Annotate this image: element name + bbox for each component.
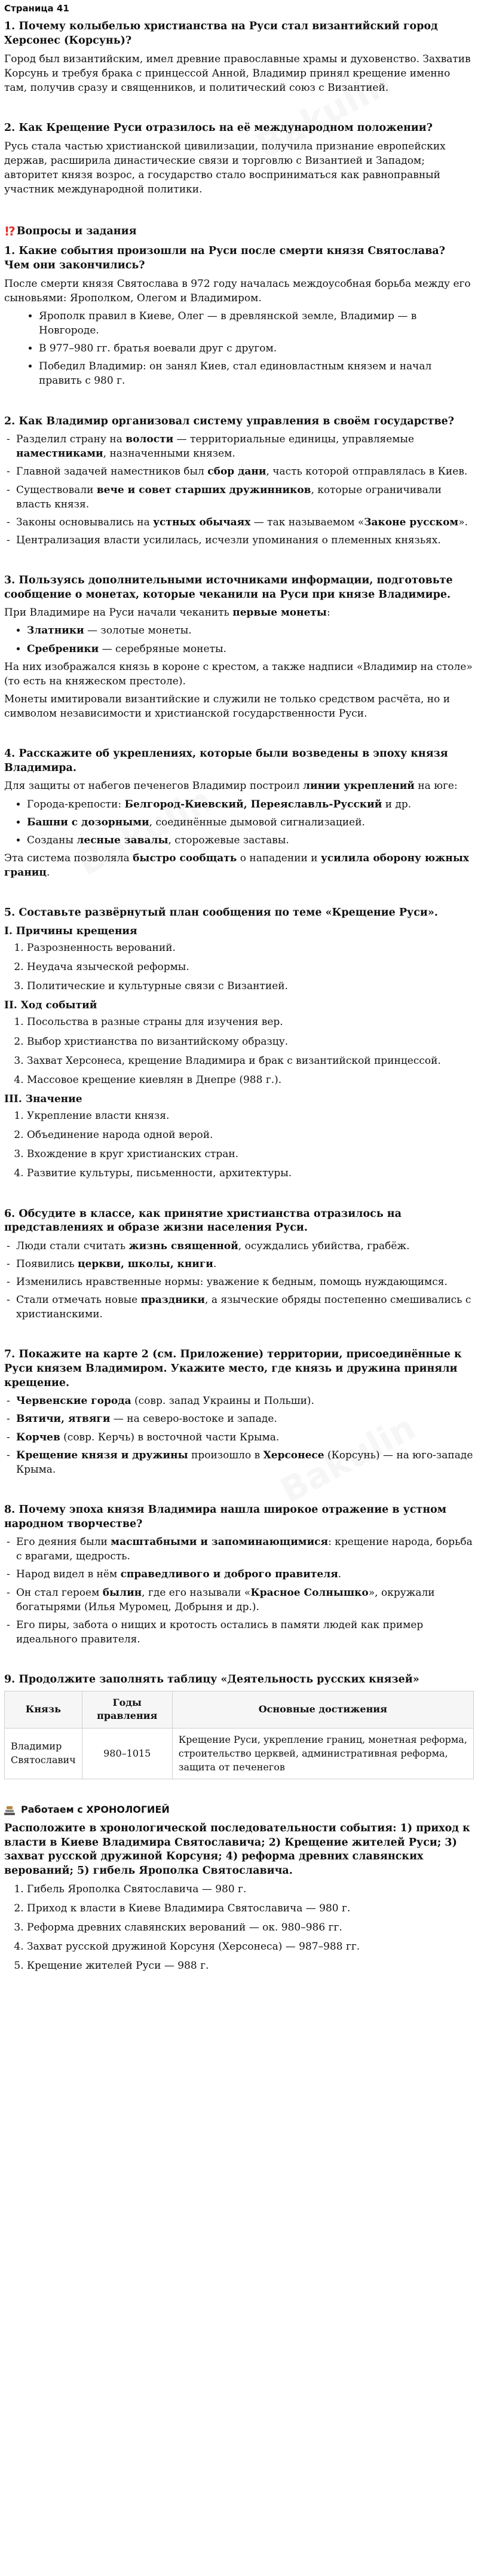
question-2 — [4, 415, 474, 548]
list-item: 4. Захват русской дружиной Корсуня (Херсонеса) — 987–988 гг. — [27, 1939, 474, 1954]
list-item: 5. Крещение жителей Руси — 988 г. — [27, 1959, 474, 1973]
list-item: - Разделил страну на волости — территориальные единицы, управляемые наместниками, назначенными князем. — [16, 432, 474, 461]
plan-heading: III. Значение — [4, 1093, 82, 1105]
question-title: 8. Почему эпоха князя Владимира нашла широкое отражение в устном народном творчестве? — [4, 1503, 447, 1530]
list-item: • Златники — золотые монеты. — [27, 623, 474, 638]
plan-heading: I. Причины крещения — [4, 925, 137, 937]
intro-question-2 — [4, 121, 474, 197]
chronology-header — [4, 1803, 474, 1817]
list-item: 2. Выбор христианства по византийскому образцу. — [27, 1035, 474, 1049]
list-item: • Сребреники — серебряные монеты. — [27, 642, 474, 656]
list-item: 3. Реформа древних славянских верований — ок. 980–986 гг. — [27, 1920, 474, 1935]
list-item: 1. Укрепление власти князя. — [27, 1109, 474, 1123]
list-item: 3. Захват Херсонеса, крещение Владимира и брак с византийской принцессой. — [27, 1054, 474, 1068]
list-item: • Созданы лесные завалы, сторожевые заставы. — [27, 833, 474, 848]
rulers-table — [4, 1691, 474, 1780]
question-4 — [4, 747, 474, 880]
table-cell: 980–1015 — [82, 1728, 172, 1779]
question-1 — [4, 244, 474, 388]
list-item: - Корчев (совр. Керчь) в восточной части Крыма. — [16, 1430, 474, 1445]
table-cell: Владимир Святославич — [5, 1728, 82, 1779]
table-header-cell: Основные достижения — [172, 1691, 473, 1728]
list-item: 1. Гибель Ярополка Святославича — 980 г. — [27, 1882, 474, 1896]
answer-list — [4, 432, 474, 547]
list-item: - Его пиры, забота о нищих и кротость остались в памяти людей как пример идеального правителя. — [16, 1618, 474, 1647]
question-8 — [4, 1503, 474, 1647]
list-item: - Его деяния были масштабными и запоминающимися: крещение народа, борьба с врагами, щедрость. — [16, 1535, 474, 1564]
list-item: 1. Посольства в разные страны для изучения вер. — [27, 1015, 474, 1029]
plan-list — [4, 1015, 474, 1087]
chronology-header-label: Работаем с ХРОНОЛОГИЕЙ — [21, 1804, 170, 1816]
list-item: • Башни с дозорными, соединённые дымовой сигнализацией. — [27, 815, 474, 830]
list-item: - Он стал героем былин, где его называли «Красное Солнышко», окружали богатырями (Илья Муромец, Добрыня и др.). — [16, 1586, 474, 1614]
list-item: 3. Политические и культурные связи с Византией. — [27, 979, 474, 993]
answer-text: Город был византийским, имел древние православные храмы и духовенство. Захватив Корсунь и требуя брака с принцессой Анной, Владимир принял крещение именно там, получив сразу и священников, и политический союз с Византией. — [4, 53, 471, 94]
chronology-list — [4, 1882, 474, 1974]
list-item: • Города-крепости: Белгород-Киевский, Переяславль-Русский и др. — [27, 797, 474, 812]
books-icon — [4, 1806, 15, 1815]
table-header-cell: Годы правления — [82, 1691, 172, 1728]
table-cell: Крещение Руси, укрепление границ, монетная реформа, строительство церквей, административная реформа, защита от печенегов — [172, 1728, 473, 1779]
list-item: 4. Массовое крещение киевлян в Днепре (988 г.). — [27, 1073, 474, 1087]
list-item: 4. Развитие культуры, письменности, архитектуры. — [27, 1166, 474, 1180]
plan-list — [4, 941, 474, 993]
answer-list — [4, 797, 474, 848]
list-item: 2. Объединение народа одной верой. — [27, 1128, 474, 1142]
list-item: 3. Вхождение в круг христианских стран. — [27, 1147, 474, 1161]
questions-header-label: Вопросы и задания — [16, 225, 137, 237]
answer-list — [4, 1239, 474, 1322]
answer-intro: После смерти князя Святослава в 972 году началась междоусобная борьба между его сыновьями: Ярополком, Олегом и Владимиром. — [4, 277, 471, 304]
question-3 — [4, 574, 474, 721]
list-item: - Появились церкви, школы, книги. — [16, 1257, 474, 1271]
answer-text: На них изображался князь в короне с крестом, а также надписи «Владимир на столе» (то есть на княжеском престоле). — [4, 660, 473, 687]
list-item: - Главной задачей наместников был сбор дани, часть которой отправлялась в Киев. — [16, 464, 474, 479]
table-row — [5, 1728, 474, 1779]
answer-list — [4, 1535, 474, 1647]
question-title: 6. Обсудите в классе, как принятие христианства отразилось на представлениях и образе жизни населения Руси. — [4, 1207, 402, 1234]
question-title: 9. Продолжите заполнять таблицу «Деятельность русских князей» — [4, 1674, 419, 1686]
question-title: 1. Какие события произошли на Руси после смерти князя Святослава? Чем они закончились? — [4, 245, 445, 272]
answer-text: Монеты имитировали византийские и служили не только средством расчёта, но и символом независимости и христианской государственности Руси. — [4, 693, 451, 720]
list-item: 2. Приход к власти в Киеве Владимира Святославича — 980 г. — [27, 1901, 474, 1916]
chronology-section — [4, 1803, 474, 1973]
question-5 — [4, 906, 474, 1180]
question-9 — [4, 1673, 474, 1779]
answer-intro: Для защиты от набегов печенегов Владимир построил линии укреплений на юге: — [4, 780, 458, 793]
table-header-cell: Князь — [5, 1691, 82, 1728]
list-item: - Народ видел в нём справедливого и доброго правителя. — [16, 1567, 474, 1581]
list-item: - Стали отмечать новые праздники, а языческие обряды постепенно смешивались с христианскими. — [16, 1293, 474, 1321]
list-item: - Червенские города (совр. запад Украины и Польши). — [16, 1394, 474, 1408]
exclamation-question-icon: !? — [4, 224, 14, 239]
plan-heading: II. Ход событий — [4, 999, 97, 1012]
list-item: • Победил Владимир: он занял Киев, стал единовластным князем и начал править с 980 г. — [39, 359, 474, 388]
answer-intro: При Владимире на Руси начали чеканить первые монеты: — [4, 607, 330, 619]
table-header-row — [5, 1691, 474, 1728]
question-title: 5. Составьте развёрнутый план сообщения по теме «Крещение Руси». — [4, 907, 438, 919]
page-title: Страница 41 — [4, 3, 69, 14]
question-title: 4. Расскажите об укреплениях, которые были возведены в эпоху князя Владимира. — [4, 748, 448, 774]
question-title: 2. Как Владимир организовал систему управления в своём государстве? — [4, 415, 455, 427]
question-title: 7. Покажите на карте 2 (см. Приложение) территории, присоединённые к Руси князем Владимиром. Укажите место, где князь и дружина приняли крещение. — [4, 1348, 462, 1389]
question-title: 3. Пользуясь дополнительными источниками информации, подготовьте сообщение о монетах, которые чеканили на Руси при князе Владимире. — [4, 574, 453, 601]
list-item: - Вятичи, ятвяги — на северо-востоке и западе. — [16, 1412, 474, 1426]
answer-list — [4, 623, 474, 656]
question-title: 2. Как Крещение Руси отразилось на её международном положении? — [4, 121, 433, 134]
question-title: 1. Почему колыбелью христианства на Руси стал византийский город Херсонес (Корсунь)? — [4, 20, 438, 47]
answer-text: Эта система позволяла быстро сообщать о нападении и усилила оборону южных границ. — [4, 852, 470, 879]
answer-list — [4, 309, 474, 388]
question-6 — [4, 1207, 474, 1322]
list-item: - Люди стали считать жизнь священной, осуждались убийства, грабёж. — [16, 1239, 474, 1253]
answer-text: Русь стала частью христианской цивилизации, получила признание европейских держав, расширила династические связи и торговлю с Византией и Западом; авторитет князя возрос, а государство стало восприниматься как равноправный участник международной политики. — [4, 140, 446, 195]
list-item: - Централизация власти усилилась, исчезли упоминания о племенных князьях. — [16, 533, 474, 547]
list-item: 2. Неудача языческой реформы. — [27, 960, 474, 974]
questions-header — [4, 223, 474, 240]
list-item: - Законы основывались на устных обычаях — так называемом «Законе русском». — [16, 515, 474, 530]
list-item: - Существовали вече и совет старших дружинников, которые ограничивали власть князя. — [16, 483, 474, 512]
list-item: • В 977–980 гг. братья воевали друг с другом. — [39, 341, 474, 356]
answer-list — [4, 1394, 474, 1477]
question-7 — [4, 1348, 474, 1477]
list-item: • Ярополк правил в Киеве, Олег — в древлянской земле, Владимир — в Новгороде. — [39, 309, 474, 338]
list-item: - Изменились нравственные нормы: уважение к бедным, помощь нуждающимся. — [16, 1275, 474, 1289]
list-item: 1. Разрозненность верований. — [27, 941, 474, 955]
intro-question-1 — [4, 20, 474, 95]
chronology-task: Расположите в хронологической последовательности события: 1) приход к власти в Киеве Владимира Святославича; 2) Крещение жителей Руси; 3) захват русской дружиной Корсуня; 4) реформа древних славянских верований; 5) гибель Ярополка Святославича. — [4, 1822, 470, 1877]
list-item: - Крещение князя и дружины произошло в Херсонесе (Корсунь) — на юго-западе Крыма. — [16, 1448, 474, 1477]
plan-list — [4, 1109, 474, 1181]
